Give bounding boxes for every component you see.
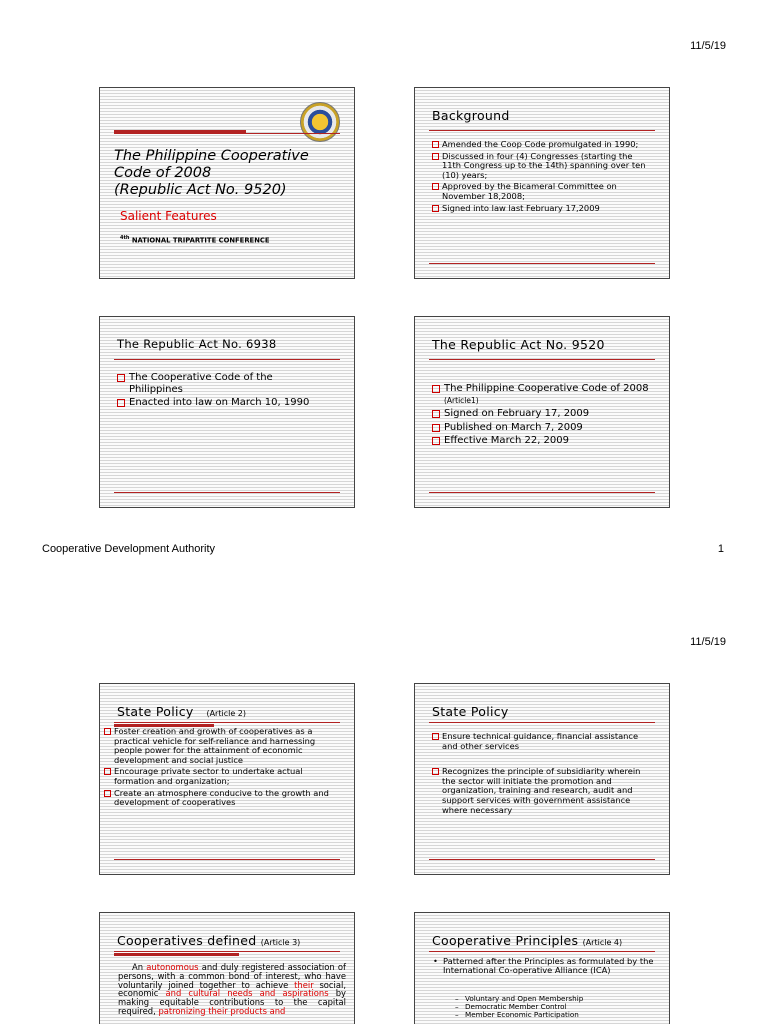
list-item: Signed on February 17, 2009 [432, 408, 654, 420]
bullet-list [432, 732, 654, 817]
page-date: 11/5/19 [690, 40, 726, 52]
slide-cooperatives-defined [99, 912, 355, 1024]
list-item: – Democratic Member Control [455, 1002, 567, 1012]
conference-name: NATIONAL TRIPARTITE CONFERENCE [131, 236, 270, 245]
title-line: The Philippine Cooperative [114, 148, 309, 164]
title-line: (Republic Act No. 9520) [114, 182, 287, 198]
bottom-rule [429, 263, 655, 264]
footer-org: Cooperative Development Authority [42, 543, 216, 555]
slide-background [414, 87, 670, 279]
slide-state-policy-2 [414, 683, 670, 875]
slide-title: Background [432, 108, 510, 123]
slide-title: Cooperatives defined (Article 3) [117, 933, 301, 948]
list-item: Discussed in four (4) Congresses (starting the 11th Congress up to the 14th) spanning over ten (10) years; [432, 152, 654, 181]
list-item: The Cooperative Code of the Philippines [117, 372, 327, 395]
list-item: – Member Economic Participation [455, 1010, 579, 1020]
bottom-rule [429, 859, 655, 860]
definition-paragraph: An autonomous and duly registered association of persons, with a common bond of interest, who have voluntarily joined together to achieve their social, economic and cultural needs and aspirations by making equitable contributions to the capital required, patronizing their products and [118, 962, 346, 1016]
slide-title: Cooperative Principles (Article 4) [432, 933, 623, 948]
title-rule [429, 951, 655, 952]
list-item: Amended the Coop Code promulgated in 1990; [432, 140, 654, 150]
title-rule [114, 951, 340, 952]
slide-title [99, 87, 355, 279]
footer-page-number: 1 [717, 543, 724, 555]
slide-title: The Republic Act No. 6938 [117, 337, 277, 351]
title-rule-thin [114, 133, 340, 134]
title-rule [429, 130, 655, 131]
bullet-list [104, 727, 340, 810]
list-item: Ensure technical guidance, financial assistance and other services [432, 732, 654, 751]
bullet-list [432, 140, 654, 215]
title-rule [114, 359, 340, 360]
list-item: The Philippine Cooperative Code of 2008 (Article1) [432, 383, 654, 406]
title-rule [429, 359, 655, 360]
slide-ra-6938 [99, 316, 355, 508]
slide-state-policy-1 [99, 683, 355, 875]
bottom-rule [114, 859, 340, 860]
cda-seal-logo [300, 102, 340, 142]
list-item: Approved by the Bicameral Committee on November 18,2008; [432, 182, 654, 201]
list-item: Recognizes the principle of subsidiarity wherein the sector will initiate the promotion and organization, training and research, audit and support services with government assistance where necessary [432, 767, 654, 815]
slide-cooperative-principles [414, 912, 670, 1024]
list-item: Create an atmosphere conducive to the growth and development of cooperatives [104, 789, 340, 808]
list-item: Signed into law last February 17,2009 [432, 204, 654, 214]
bullet-list [432, 383, 654, 449]
bottom-rule [114, 492, 340, 493]
list-item: Foster creation and growth of cooperatives as a practical vehicle for self-reliance and harnessing people power for the attainment of economic development and social justice [104, 727, 340, 765]
title-rule [114, 722, 340, 723]
bottom-rule [429, 492, 655, 493]
list-item: Published on March 7, 2009 [432, 422, 654, 434]
slide-title: The Republic Act No. 9520 [432, 337, 605, 352]
bullet-list [117, 372, 327, 411]
slide-title: State Policy (Article 2) [117, 704, 246, 719]
page-date: 11/5/19 [690, 636, 726, 648]
conference-label [120, 235, 270, 244]
list-item: Enacted into law on March 10, 1990 [117, 397, 327, 409]
list-item: – Voluntary and Open Membership [455, 994, 584, 1003]
title-line: Code of 2008 [114, 165, 212, 181]
slide-title: State Policy [432, 704, 509, 719]
principles-lead: • Patterned after the Principles as formulated by the International Co-operative Alliance (ICA) [433, 956, 654, 976]
conference-sup: 4th [120, 235, 130, 241]
principles-list [455, 995, 655, 1020]
list-item: Effective March 22, 2009 [432, 435, 654, 447]
slide-main-title [114, 148, 309, 199]
list-item: Encourage private sector to undertake actual formation and organization; [104, 767, 340, 786]
title-rule [429, 722, 655, 723]
title-rule-thick [114, 953, 239, 956]
slide-ra-9520 [414, 316, 670, 508]
slide-subtitle: Salient Features [120, 209, 217, 223]
